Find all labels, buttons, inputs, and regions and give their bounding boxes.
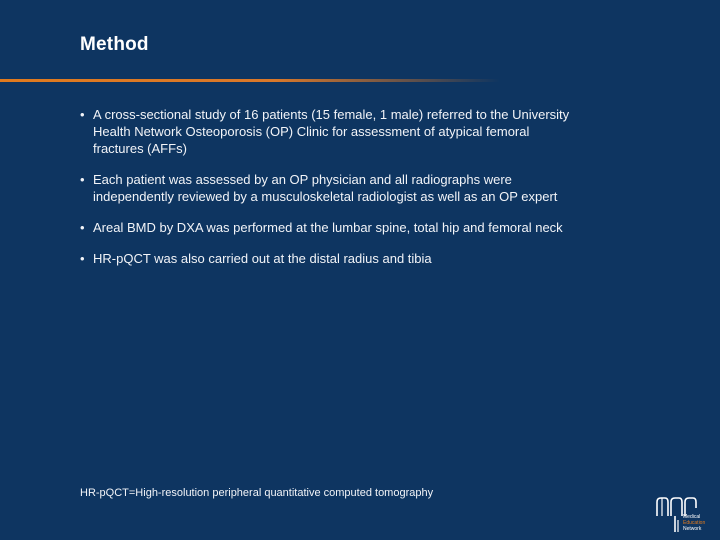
- medical-education-network-logo: [654, 494, 714, 534]
- bullet-list: [80, 106, 580, 281]
- logo-line-1: Medical: [683, 514, 701, 520]
- bullet-marker: •: [80, 251, 85, 266]
- bullet-marker: •: [80, 220, 85, 235]
- bullet-item: [80, 106, 580, 157]
- bullet-item: [80, 219, 580, 236]
- bullet-text: Areal BMD by DXA was performed at the lumbar spine, total hip and femoral neck: [93, 220, 563, 235]
- bullet-text: Each patient was assessed by an OP physician and all radiographs were independently reviewed by a musculoskeletal radiologist as well as an OP expert: [93, 172, 558, 204]
- bullet-text: A cross-sectional study of 16 patients (15 female, 1 male) referred to the University Health Network Osteoporosis (OP) Clinic for assessment of atypical femoral fractures (AFFs): [93, 107, 570, 156]
- footnote: HR-pQCT=High-resolution peripheral quantitative computed tomography: [80, 487, 434, 499]
- title-divider: [0, 79, 500, 82]
- slide-title: Method: [80, 34, 149, 55]
- bullet-marker: •: [80, 172, 85, 187]
- logo-line-2: Education: [683, 520, 706, 526]
- bullet-item: [80, 171, 580, 205]
- bullet-item: [80, 250, 580, 267]
- logo-line-3: Network: [683, 526, 702, 532]
- bullet-text: HR-pQCT was also carried out at the distal radius and tibia: [93, 251, 432, 266]
- bullet-marker: •: [80, 107, 85, 122]
